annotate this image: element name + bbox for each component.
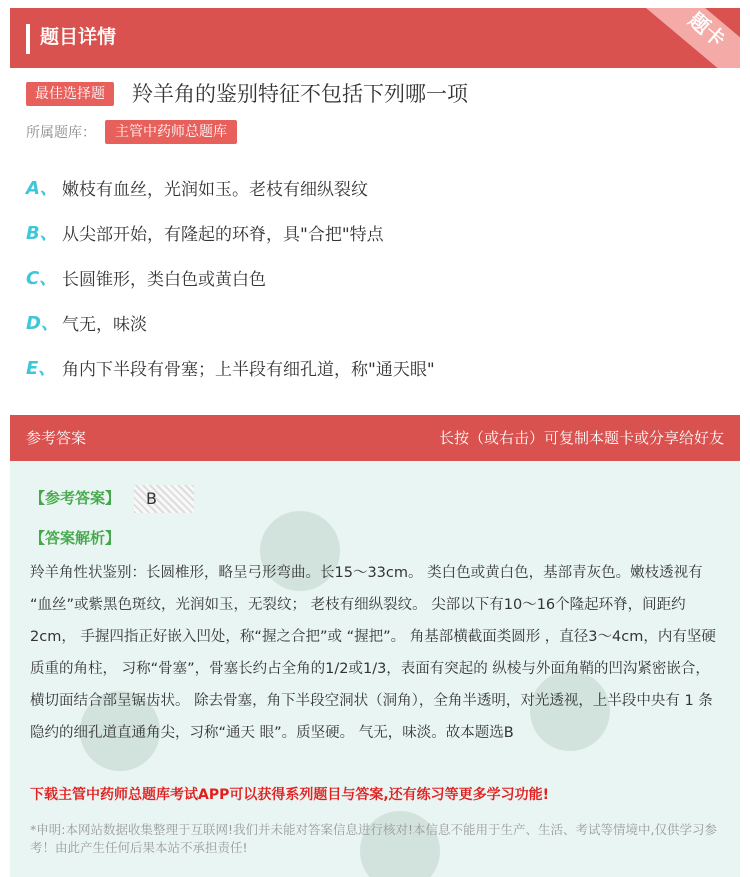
bank-label: 所属题库： (26, 125, 96, 141)
bank-name-link[interactable]: 主管中药师总题库 (105, 120, 237, 144)
header-bar (10, 8, 740, 68)
option-text: 气无，味淡 (62, 314, 147, 335)
option-text: 长圆锥形，类白色或黄白色 (62, 269, 266, 290)
share-hint: 长按（或右击）可复制本题卡或分享给好友 (438, 429, 724, 447)
question-section (10, 68, 740, 415)
option-text: 嫩枝有血丝，光润如玉。老枝有细纵裂纹 (62, 179, 368, 200)
disclaimer-text: *申明:本网站数据收集整理于互联网!我们并未能对答案信息进行核对!本信息不能用于生产、生活、考试等情境中,仅供学习参考！由此产生任何后果本站不承担责任! (30, 822, 717, 855)
app-download-link[interactable]: 下载主管中药师总题库考试APP可以获得系列题目与答案,还有练习等更多学习功能! (30, 787, 550, 803)
option-letter: D、 (26, 313, 59, 334)
question-title: 羚羊角的鉴别特征不包括下列哪一项 (132, 82, 468, 106)
reference-answer-value: B (134, 485, 194, 513)
reference-answer-label: 【参考答案】 (30, 489, 121, 507)
option-letter: C、 (26, 268, 58, 289)
answer-header (10, 415, 740, 461)
corner-label: 题卡 (684, 8, 731, 52)
option-letter: E、 (26, 358, 57, 379)
option-b[interactable] (26, 217, 384, 247)
header-accent (26, 24, 30, 54)
page-title: 题目详情 (40, 26, 117, 48)
answer-body (10, 461, 740, 877)
answer-section-title: 参考答案 (26, 429, 87, 447)
option-letter: A、 (26, 178, 58, 199)
option-a[interactable] (26, 172, 368, 202)
corner-ribbon (640, 8, 740, 68)
option-letter: B、 (26, 223, 58, 244)
question-type-badge: 最佳选择题 (26, 82, 114, 106)
explanation-label: 【答案解析】 (30, 529, 121, 547)
option-c[interactable] (26, 262, 266, 292)
option-e[interactable] (26, 352, 435, 382)
option-text: 从尖部开始，有隆起的环脊，具"合把"特点 (62, 224, 384, 245)
option-text: 角内下半段有骨塞；上半段有细孔道，称"通天眼" (62, 359, 435, 380)
option-d[interactable] (26, 307, 147, 337)
explanation-text: 羚羊角性状鉴别：长圆椎形，略呈弓形弯曲。长15～33cm。 类白色或黄白色，基部青灰色。嫩枝透视有 “血丝”或紫黑色斑纹，光润如玉，无裂纹； 老枝有细纵裂纹。 尖部以下有10～16个隆起环脊，间距约2cm， 手握四指正好嵌入凹处，称“握之合把”或 “握把”。 角基部横截面类圆形 ，直径3～4cm，内有坚硬质重的角柱， 习称“骨塞”，骨塞长约占全角的1/2或1/3，表面有突起的 纵棱与外面角鞘的凹沟紧密嵌合，横切面结合部呈锯齿状。 除去骨塞，角下半段空洞状（洞角），全角半透明，对光透视，上半段中央有 1 条隐约的细孔道直通角尖，习称“通天 眼”。质坚硬。 气无，味淡。故本题选B (30, 565, 716, 741)
